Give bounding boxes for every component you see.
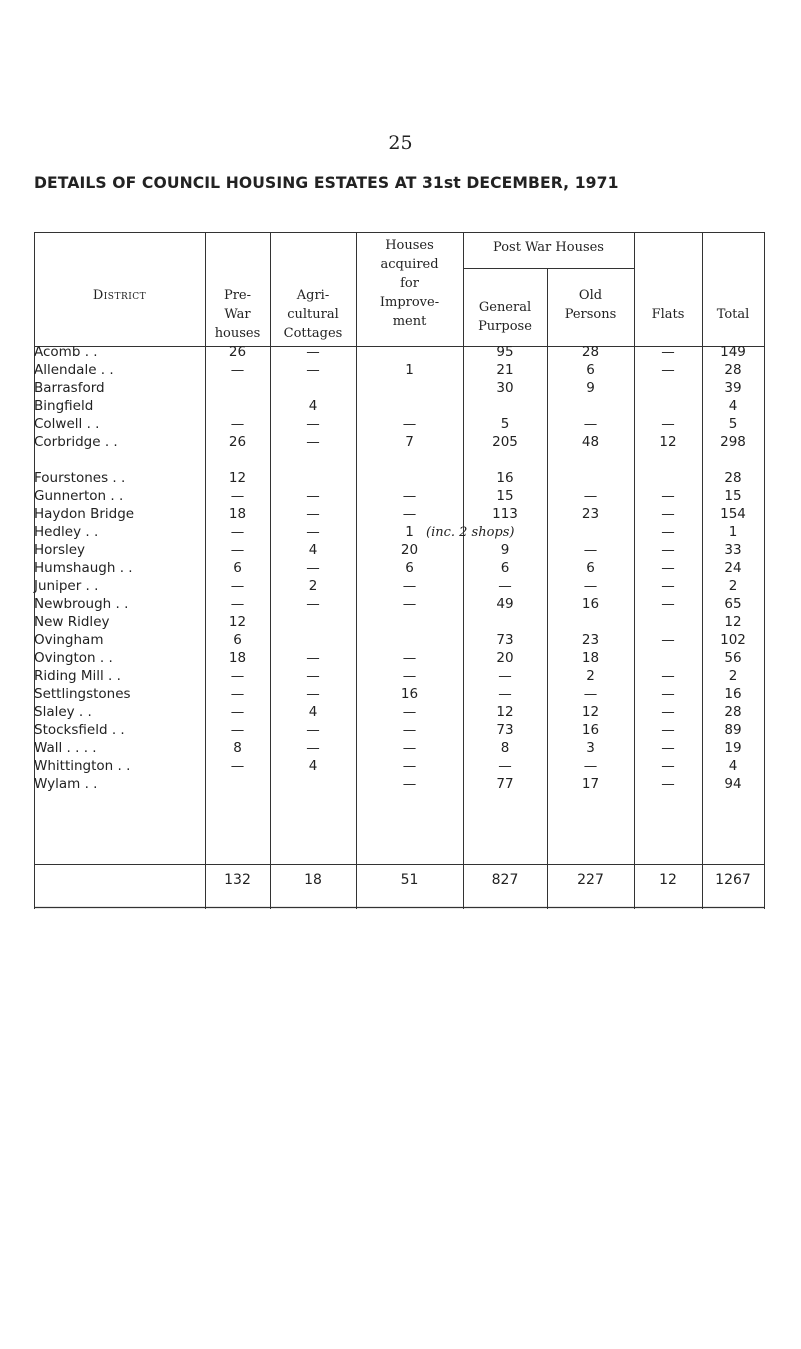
- table-cell-pre-war: —: [230, 596, 245, 612]
- table-cell-acquired: 20: [400, 542, 419, 558]
- table-cell-general: 49: [496, 596, 514, 612]
- header-pre-war: Pre- War houses: [214, 288, 261, 341]
- table-cell-acquired: 6: [405, 560, 414, 576]
- table-cell-old: —: [583, 542, 598, 558]
- table-cell-acquired: 16: [400, 686, 419, 702]
- table-cell-flats: —: [661, 344, 675, 360]
- table-cell-total: 15: [724, 488, 742, 504]
- table-cell-old: 2: [586, 668, 595, 684]
- table-cell-old: —: [583, 686, 598, 702]
- table-row-district: Wall . . . .: [34, 740, 97, 756]
- table-row-district: Ovington . .: [34, 650, 113, 666]
- table-cell-old: 9: [586, 380, 595, 396]
- table-cell-general: —: [498, 668, 512, 684]
- table-cell-general: 6: [500, 560, 510, 576]
- table-cell-agri: —: [306, 362, 320, 378]
- table-cell-pre-war: —: [230, 488, 245, 504]
- table-cell-flats: —: [661, 758, 675, 774]
- table-cell-acquired: —: [402, 740, 417, 756]
- table-cell-old: 18: [581, 650, 600, 666]
- table-cell-pre-war: —: [230, 704, 245, 720]
- header-post-war-houses: Post War Houses: [493, 240, 604, 255]
- table-row-district: Fourstones . .: [34, 470, 126, 486]
- total-old-persons: 227: [577, 872, 604, 888]
- table-cell-flats: —: [661, 524, 675, 540]
- table-cell-total: 154: [720, 506, 746, 522]
- table-row-district: Haydon Bridge: [34, 506, 135, 522]
- table-cell-total: 56: [724, 650, 742, 666]
- table-cell-general: 12: [496, 704, 514, 720]
- page-number: 25: [388, 132, 413, 154]
- table-cell-agri: —: [306, 650, 320, 666]
- total-flats: 12: [659, 872, 677, 888]
- table-cell-general: 73: [496, 632, 514, 648]
- table-cell-agri: —: [306, 686, 320, 702]
- table-cell-old: —: [583, 758, 598, 774]
- table-cell-pre-war: 6: [233, 632, 242, 648]
- table-cell-pre-war: 6: [233, 560, 242, 576]
- table-cell-total: 1: [728, 524, 738, 540]
- table-row-district: Humshaugh . .: [34, 560, 133, 576]
- table-cell-acquired: —: [402, 506, 417, 522]
- table-cell-total: 4: [728, 758, 738, 774]
- table-cell-total: 39: [724, 380, 742, 396]
- table-row-district: Settlingstones: [34, 686, 131, 702]
- page-title: DETAILS OF COUNCIL HOUSING ESTATES AT 31st DECEMBER, 1971: [34, 174, 619, 192]
- table-cell-flats: —: [661, 776, 675, 792]
- table-cell-old: 6: [586, 560, 595, 576]
- table-cell-flats: —: [661, 668, 675, 684]
- total-acquired: 51: [400, 872, 419, 888]
- table-cell-old: —: [583, 578, 598, 594]
- table-cell-old: —: [583, 416, 598, 432]
- table-cell-total: 28: [724, 704, 742, 720]
- table-cell-agri: —: [306, 722, 320, 738]
- table-cell-agri: 4: [308, 542, 318, 558]
- table-cell-acquired: —: [402, 722, 417, 738]
- header-old-persons: Old Persons: [564, 288, 617, 322]
- table-cell-agri: —: [306, 434, 320, 450]
- table-cell-general: 8: [500, 740, 510, 756]
- table-cell-general: 21: [496, 362, 514, 378]
- table-row-district: New Ridley: [34, 614, 110, 630]
- header-agricultural-cottages: Agri- cultural Cottages: [283, 288, 343, 341]
- table-cell-agri: —: [306, 344, 320, 360]
- table-row-district: Wylam . .: [34, 776, 98, 792]
- table-cell-general: 95: [496, 344, 514, 360]
- table-cell-total: 4: [728, 398, 738, 414]
- table-cell-acquired: 1: [405, 362, 414, 378]
- table-cell-total: 2: [728, 668, 738, 684]
- table-cell-general: 16: [496, 470, 514, 486]
- table-row-district: Gunnerton . .: [34, 488, 124, 504]
- table-row-district: Stocksfield . .: [34, 722, 125, 738]
- table-cell-total: 89: [724, 722, 742, 738]
- total-agricultural: 18: [304, 872, 322, 888]
- table-cell-general: 73: [496, 722, 514, 738]
- table-row-district: Riding Mill . .: [34, 668, 121, 684]
- table-cell-total: 12: [724, 614, 742, 630]
- table-cell-old: 16: [581, 722, 600, 738]
- table-cell-flats: —: [661, 596, 675, 612]
- table-cell-flats: —: [661, 632, 675, 648]
- table-row-district: Horsley: [34, 542, 86, 558]
- header-district: District: [92, 288, 147, 303]
- table-cell-total: 94: [724, 776, 742, 792]
- table-cell-pre-war: —: [230, 416, 245, 432]
- table-row-district: Slaley . .: [34, 704, 92, 720]
- table-cell-general: 113: [492, 506, 518, 522]
- table-row-district: Colwell . .: [34, 416, 100, 432]
- housing-estates-table: [34, 232, 765, 909]
- table-cell-pre-war: —: [230, 686, 245, 702]
- table-cell-old: 23: [581, 632, 600, 648]
- table-row-district: Whittington . .: [34, 758, 131, 774]
- table-cell-old: 3: [586, 740, 595, 756]
- table-cell-flats: —: [661, 506, 675, 522]
- corbridge-shops-note: (inc. 2 shops): [426, 525, 515, 540]
- table-cell-pre-war: 26: [228, 434, 247, 450]
- table-cell-total: 28: [724, 470, 742, 486]
- table-cell-total: 28: [724, 362, 742, 378]
- table-cell-pre-war: 26: [228, 344, 247, 360]
- table-row-district: Hedley . .: [34, 524, 99, 540]
- header-general-purpose: General Purpose: [478, 300, 532, 334]
- table-cell-old: 23: [581, 506, 600, 522]
- table-cell-agri: —: [306, 416, 320, 432]
- table-cell-agri: —: [306, 560, 320, 576]
- table-cell-agri: 2: [308, 578, 318, 594]
- table-cell-acquired: —: [402, 416, 417, 432]
- table-cell-agri: —: [306, 506, 320, 522]
- table-cell-pre-war: —: [230, 524, 245, 540]
- table-cell-total: 65: [724, 596, 742, 612]
- table-cell-agri: —: [306, 740, 320, 756]
- table-cell-agri: 4: [308, 704, 318, 720]
- table-cell-general: 205: [492, 434, 518, 450]
- table-row-district: Newbrough . .: [34, 596, 129, 612]
- table-cell-old: 17: [581, 776, 600, 792]
- table-cell-agri: —: [306, 488, 320, 504]
- table-row-district: Barrasford: [34, 380, 105, 396]
- table-cell-flats: —: [661, 488, 675, 504]
- header-houses-acquired: Houses acquired for Improve- ment: [379, 238, 440, 329]
- table-cell-flats: —: [661, 542, 675, 558]
- table-cell-old: 16: [581, 596, 600, 612]
- table-cell-general: 77: [496, 776, 514, 792]
- table-cell-flats: 12: [659, 434, 677, 450]
- table-cell-pre-war: —: [230, 722, 245, 738]
- table-row-district: Allendale . .: [34, 362, 114, 378]
- table-cell-agri: —: [306, 524, 320, 540]
- table-row-district: Bingfield: [34, 398, 94, 414]
- table-cell-old: 28: [581, 344, 600, 360]
- table-cell-total: 16: [724, 686, 742, 702]
- table-cell-acquired: 1: [405, 524, 414, 540]
- table-cell-pre-war: —: [230, 542, 245, 558]
- table-row-district: Corbridge . .: [34, 434, 118, 450]
- table-cell-acquired: —: [402, 776, 417, 792]
- table-cell-acquired: —: [402, 650, 417, 666]
- total-grand: 1267: [715, 872, 751, 888]
- table-cell-flats: —: [661, 704, 675, 720]
- table-cell-acquired: 7: [405, 434, 414, 450]
- table-cell-pre-war: —: [230, 362, 245, 378]
- table-cell-acquired: —: [402, 668, 417, 684]
- table-cell-pre-war: 12: [228, 470, 247, 486]
- table-cell-general: 5: [500, 416, 510, 432]
- table-cell-acquired: —: [402, 578, 417, 594]
- table-row-district: Ovingham: [34, 632, 104, 648]
- table-cell-pre-war: —: [230, 578, 245, 594]
- table-cell-flats: —: [661, 578, 675, 594]
- table-cell-general: —: [498, 578, 512, 594]
- header-total: Total: [716, 307, 750, 322]
- table-cell-general: 20: [496, 650, 514, 666]
- table-cell-flats: —: [661, 722, 675, 738]
- table-cell-acquired: —: [402, 596, 417, 612]
- total-general-purpose: 827: [491, 872, 519, 888]
- table-cell-total: 19: [724, 740, 742, 756]
- table-cell-agri: 4: [308, 758, 318, 774]
- table-cell-acquired: —: [402, 704, 417, 720]
- table-cell-total: 33: [724, 542, 742, 558]
- table-row-district: Juniper . .: [34, 578, 99, 594]
- table-cell-old: 48: [581, 434, 600, 450]
- table-cell-agri: 4: [308, 398, 318, 414]
- table-cell-flats: —: [661, 686, 675, 702]
- table-cell-total: 149: [720, 344, 746, 360]
- table-cell-general: —: [498, 758, 512, 774]
- table-cell-pre-war: 18: [228, 650, 247, 666]
- table-cell-general: 9: [500, 542, 510, 558]
- table-cell-pre-war: —: [230, 668, 245, 684]
- table-cell-pre-war: 18: [228, 506, 247, 522]
- table-cell-total: 2: [728, 578, 738, 594]
- table-cell-total: 5: [728, 416, 738, 432]
- table-cell-general: 15: [496, 488, 514, 504]
- table-cell-flats: —: [661, 416, 675, 432]
- table-cell-flats: —: [661, 740, 675, 756]
- table-cell-flats: —: [661, 362, 675, 378]
- table-cell-pre-war: —: [230, 758, 245, 774]
- table-cell-old: —: [583, 488, 598, 504]
- table-cell-total: 102: [720, 632, 746, 648]
- header-flats: Flats: [651, 307, 685, 322]
- table-cell-pre-war: 12: [228, 614, 247, 630]
- table-cell-total: 24: [724, 560, 742, 576]
- table-cell-flats: —: [661, 560, 675, 576]
- total-pre-war: 132: [224, 872, 251, 888]
- table-cell-general: —: [498, 686, 512, 702]
- table-cell-acquired: —: [402, 488, 417, 504]
- table-cell-old: 12: [581, 704, 600, 720]
- table-cell-general: 30: [496, 380, 514, 396]
- table-cell-old: 6: [586, 362, 595, 378]
- table-cell-pre-war: 8: [233, 740, 242, 756]
- table-cell-total: 298: [720, 434, 746, 450]
- table-cell-acquired: —: [402, 758, 417, 774]
- table-cell-agri: —: [306, 596, 320, 612]
- table-row-district: Acomb . .: [34, 344, 98, 360]
- table-cell-agri: —: [306, 668, 320, 684]
